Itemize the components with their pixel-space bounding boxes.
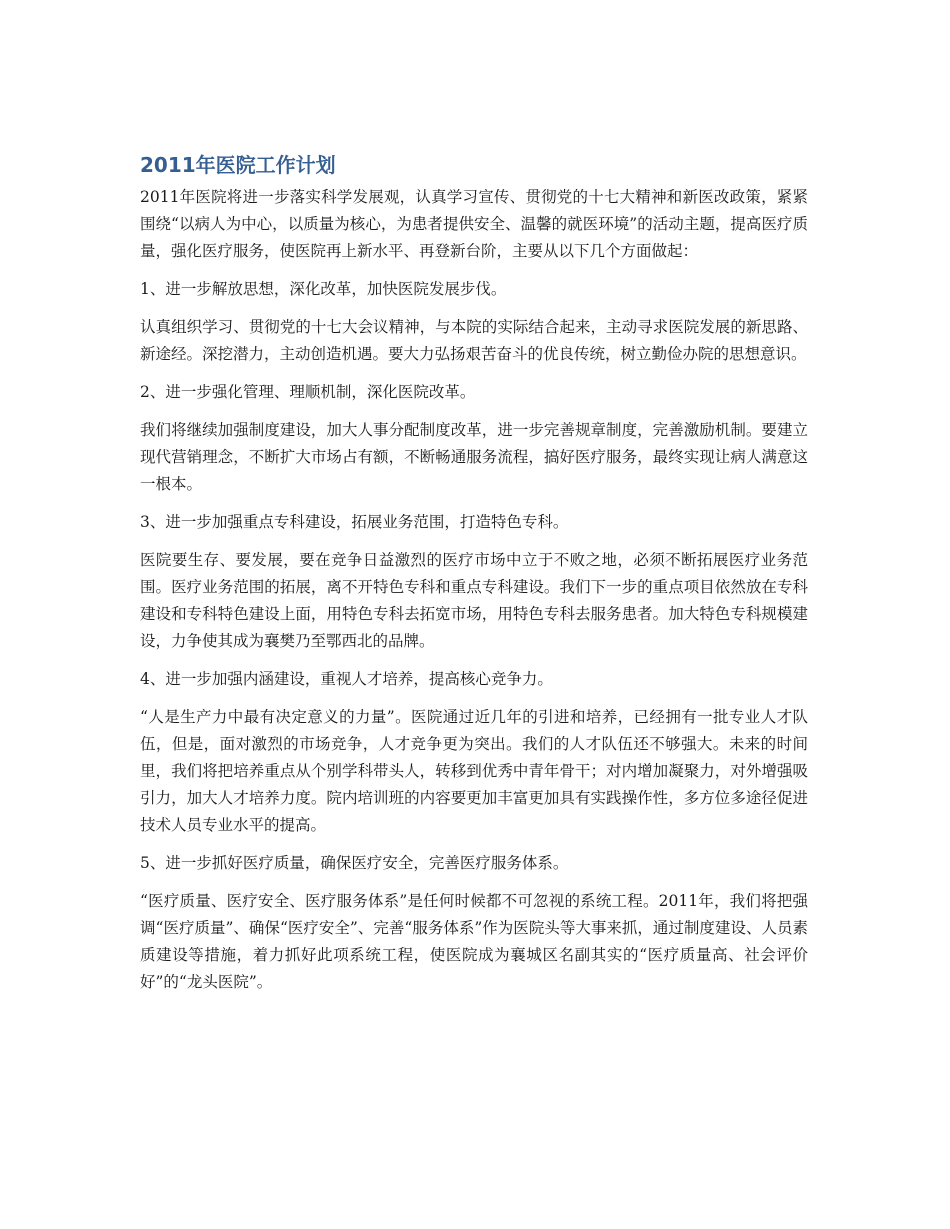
intro-paragraph: 2011年医院将进一步落实科学发展观，认真学习宣传、贯彻党的十七大精神和新医改政策，紧紧围绕“以病人为中心，以质量为核心，为患者提供安全、温馨的就医环境”的活动主题，提高医疗质量，强化医疗服务，使医院再上新水平、再登新台阶，主要从以下几个方面做起： (140, 188, 808, 260)
section-2-body: 我们将继续加强制度建设，加大人事分配制度改革，进一步完善规章制度，完善激励机制。要建立现代营销理念，不断扩大市场占有额，不断畅通服务流程，搞好医疗服务，最终实现让病人满意这一根本。 (140, 421, 808, 493)
section-3-body: 医院要生存、要发展，要在竞争日益激烈的医疗市场中立于不败之地，必须不断拓展医疗业务范围。医疗业务范围的拓展，离不开特色专科和重点专科建设。我们下一步的重点项目依然放在专科建设和专科特色建设上面，用特色专科去拓宽市场，用特色专科去服务患者。加大特色专科规模建设，力争使其成为襄樊乃至鄂西北的品牌。 (140, 551, 808, 650)
document-title: 2011年医院工作计划 (140, 153, 336, 177)
section-4-body: “人是生产力中最有决定意义的力量”。医院通过近几年的引进和培养，已经拥有一批专业人才队伍，但是，面对激烈的市场竞争，人才竞争更为突出。我们的人才队伍还不够强大。未来的时间里，我们将把培养重点从个别学科带头人，转移到优秀中青年骨干；对内增加凝聚力，对外增强吸引力，加大人才培养力度。院内培训班的内容要更加丰富更加具有实践操作性，多方位多途径促进技术人员专业水平的提高。 (140, 708, 808, 834)
section-1-body: 认真组织学习、贯彻党的十七大会议精神，与本院的实际结合起来，主动寻求医院发展的新思路、新途经。深挖潜力，主动创造机遇。要大力弘扬艰苦奋斗的优良传统，树立勤俭办院的思想意识。 (140, 318, 808, 363)
section-4-heading: 4、进一步加强内涵建设，重视人才培养，提高核心竞争力。 (140, 670, 553, 688)
section-1-heading: 1、进一步解放思想，深化改革，加快医院发展步伐。 (140, 280, 507, 298)
section-5-body: “医疗质量、医疗安全、医疗服务体系”是任何时候都不可忽视的系统工程。2011年，我们将把强调“医疗质量”、确保“医疗安全”、完善“服务体系”作为医院头等大事来抓，通过制度建设、人员素质建设等措施，着力抓好此项系统工程，使医院成为襄城区名副其实的“医疗质量高、社会评价好”的“龙头医院”。 (140, 892, 808, 991)
document-content (140, 150, 808, 1007)
section-3-heading: 3、进一步加强重点专科建设，拓展业务范围，打造特色专科。 (140, 513, 569, 531)
section-5-heading: 5、进一步抓好医疗质量，确保医疗安全，完善医疗服务体系。 (140, 854, 569, 872)
section-2-heading: 2、进一步强化管理、理顺机制，深化医院改革。 (140, 383, 476, 401)
